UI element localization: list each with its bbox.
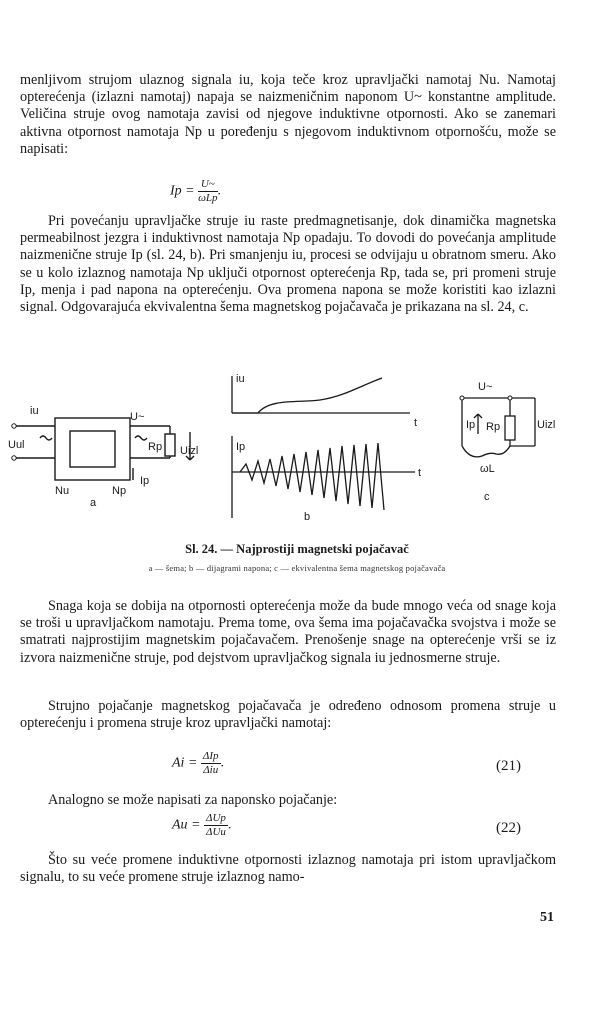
rp-resistor bbox=[505, 416, 515, 440]
formula-au-denominator: ΔUu bbox=[206, 826, 226, 838]
paragraph-3: Snaga koja se dobija na otpornosti opterećenja može da bude mnogo veća od snage koja se troši u upravljačkom namotaju. Prema tome, ova šema ima pojačavačka svojstva i može se smatrati najprostijim magnetskim pojačavačem. Prenošenje snage na opterećenje vrši se iz izvora naizmenične struje, pod dejstvom upravljačkog signala iu jednosmerne struje. bbox=[20, 598, 556, 666]
load-resistor bbox=[165, 434, 175, 456]
formula-ai-tail: . bbox=[220, 755, 225, 771]
label-b-t1: t bbox=[414, 417, 418, 429]
curve-iu bbox=[232, 378, 382, 413]
paragraph-4: Strujno pojačanje magnetskog pojačavača je određeno odnosom promena struje u opterećenju i promena struje kroz upravljački namotaj: bbox=[20, 698, 556, 732]
figure-24 bbox=[0, 368, 594, 528]
paragraph-5: Analogno se može napisati za naponsko pojačanje: bbox=[48, 792, 338, 808]
coil-wl bbox=[462, 446, 510, 457]
formula-au bbox=[172, 812, 231, 839]
equation-number-22: (22) bbox=[496, 820, 521, 836]
label-a-uul: Uul bbox=[8, 439, 25, 451]
label-c-ip: Ip bbox=[466, 419, 476, 431]
panel-b-diagrams bbox=[232, 376, 418, 518]
label-a-np: Np bbox=[112, 485, 127, 497]
label-a-nu: Nu bbox=[55, 485, 70, 497]
label-c-uizl: Uizl bbox=[537, 419, 556, 431]
formula-ip-numerator: U~ bbox=[198, 178, 217, 192]
label-c-rp: Rp bbox=[486, 421, 501, 433]
formula-au-numerator: ΔUp bbox=[206, 812, 226, 824]
formula-au-fraction bbox=[204, 812, 228, 839]
equation-number-21: (21) bbox=[496, 758, 521, 774]
formula-ai-fraction bbox=[201, 750, 221, 777]
label-c-wl: ωL bbox=[480, 463, 495, 475]
formula-ai-lhs: Ai = bbox=[172, 755, 198, 771]
formula-au-lhs: Au = bbox=[172, 817, 201, 833]
formula-au-tail: . bbox=[227, 817, 232, 833]
panel-a-schematic bbox=[14, 418, 194, 480]
formula-ip-denominator: ωLp bbox=[198, 192, 218, 204]
label-a-panel: a bbox=[90, 497, 97, 509]
paragraph-1: menljivom strujom ulaznog signala iu, koja teče kroz upravljački namotaj Nu. Namotaj opterećenja (izlazni namotaj) napaja se naizmeničnim naponom U~ konstantne amplitude. Veličina struje ovog namotaja zavisi od njegove induktivne otpornosti. Ako se zanemari aktivna otpornost namotaja Np u poređenju s njegovom induktivnom otpornošću, može se napisati: bbox=[20, 72, 556, 157]
page-number: 51 bbox=[540, 910, 554, 925]
formula-ip-fraction bbox=[198, 178, 217, 205]
label-b-ip: Ip bbox=[236, 441, 246, 453]
core-window bbox=[70, 431, 115, 467]
formula-ip bbox=[170, 178, 221, 205]
label-a-ip: Ip bbox=[140, 475, 150, 487]
label-c-uac: U~ bbox=[478, 381, 493, 393]
label-c-panel: c bbox=[484, 491, 490, 503]
label-a-iu: iu bbox=[30, 405, 39, 417]
label-a-uac: U~ bbox=[130, 411, 145, 423]
formula-ai bbox=[172, 750, 224, 777]
core-outer bbox=[55, 418, 130, 480]
formula-ip-tail: . bbox=[217, 183, 221, 199]
label-b-t2: t bbox=[418, 467, 422, 479]
label-a-uizl: Uizl bbox=[180, 445, 199, 457]
formula-ai-denominator: Δiu bbox=[203, 764, 219, 776]
formula-ai-numerator: ΔIp bbox=[202, 750, 219, 762]
label-a-rp: Rp bbox=[148, 441, 163, 453]
figure-subcaption: a — šema; b — dijagrami napona; c — ekvivalentna šema magnetskog pojačavača bbox=[148, 563, 446, 573]
label-b-panel: b bbox=[304, 511, 311, 523]
curve-ip bbox=[240, 443, 384, 510]
label-b-iu: iu bbox=[236, 373, 245, 385]
formula-ip-lhs: Ip = bbox=[170, 183, 195, 199]
paragraph-2: Pri povećanju upravljačke struje iu raste predmagnetisanje, dok dinamička magnetska permeabilnost jezgra i induktivnost namotaja Np opadaju. To dovodi do povećanja amplitude naizmenične struje Ip (sl. 24, b). Pri smanjenju iu, procesi se odvijaju u obratnom smeru. Ako se u kolo izlaznog namotaja Np uključi otpornost opterećenja Rp, tada se, pri promeni struje Ip, menja i pad napona na opterećenju. Ova promena napona se može koristiti kao izlazni signal. Odgovarajuća ekvivalentna šema magnetskog pojačavača je prikazana na sl. 24, c. bbox=[20, 213, 556, 316]
paragraph-6: Što su veće promene induktivne otpornosti izlaznog namotaja pri istom upravljačkom signalu, to su veće promene struje izlaznog namo- bbox=[20, 852, 556, 886]
figure-caption: Sl. 24. — Najprostiji magnetski pojačavač bbox=[185, 542, 409, 556]
